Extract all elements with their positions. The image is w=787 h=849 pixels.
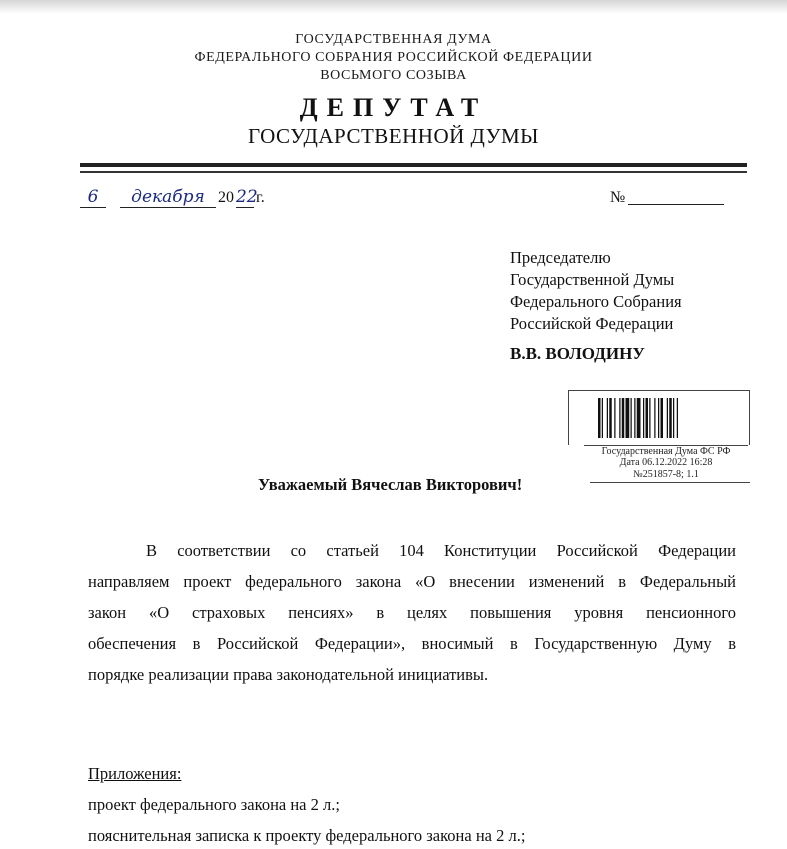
letterhead-title: ДЕПУТАТ [299, 93, 488, 122]
barcode-bar [667, 398, 668, 438]
scan-shadow [0, 0, 787, 14]
header-rule-thick [80, 163, 747, 167]
stamp-org: Государственная Дума ФС РФ [584, 445, 748, 458]
barcode-bar [598, 398, 601, 438]
date-day: 6 [80, 187, 106, 208]
addressee-line-2: Государственной Думы [510, 270, 675, 289]
header-line-1: ГОСУДАРСТВЕННАЯ ДУМА [295, 32, 492, 47]
barcode-bar [669, 398, 672, 438]
stamp-reg-number: №251857-8; 1.1 [633, 469, 699, 480]
body-line-2: направляем проект федерального закона «О внесении изменений в Федеральный [88, 572, 736, 591]
salutation: Уважаемый Вячеслав Викторович! [258, 475, 523, 494]
addressee-name: В.В. ВОЛОДИНУ [510, 344, 645, 363]
date-line [80, 185, 280, 211]
addressee-line-1: Председателю [510, 248, 611, 267]
addressee-line-4: Российской Федерации [510, 314, 674, 333]
header-line-3: ВОСЬМОГО СОЗЫВА [320, 68, 467, 83]
barcode-bar [646, 398, 649, 438]
registration-stamp [568, 390, 748, 488]
date-month: декабря [120, 187, 216, 208]
barcode-bar [677, 398, 678, 438]
number-label: № [610, 189, 626, 206]
barcode-bar [631, 398, 632, 438]
barcode-bar [622, 398, 625, 438]
body-line-5: порядке реализации права законодательной инициативы. [88, 665, 489, 684]
barcode-bar [619, 398, 620, 438]
header-line-2: ФЕДЕРАЛЬНОГО СОБРАНИЯ РОССИЙСКОЙ ФЕДЕРАЦИИ [194, 50, 593, 65]
barcode-bar [602, 398, 603, 438]
header-rule-thin [80, 171, 747, 173]
body-line-4: обеспечения в Российской Федерации», вносимый в Государственную Думу в [88, 634, 736, 653]
barcode-bar [637, 398, 641, 438]
barcode-bar [658, 398, 659, 438]
barcode-bar [607, 398, 608, 438]
barcode-bar [654, 398, 655, 438]
letterhead-subtitle: ГОСУДАРСТВЕННОЙ ДУМЫ [248, 124, 539, 148]
barcode-bar [649, 398, 650, 438]
stamp-bottom-rule [590, 482, 750, 483]
barcode-bar [609, 398, 612, 438]
body-paragraph [88, 535, 736, 690]
attachment-item-1: проект федерального закона на 2 л.; [88, 795, 340, 814]
barcode-icon [598, 398, 740, 438]
barcode-bar [643, 398, 644, 438]
date-year-unit: г. [256, 189, 265, 206]
addressee-line-3: Федерального Собрания [510, 292, 682, 311]
barcode-bar [661, 398, 664, 438]
date-year-prefix: 20 [218, 189, 234, 206]
barcode-bar [614, 398, 615, 438]
barcode-bar [673, 398, 674, 438]
number-field-line [628, 204, 724, 205]
attachments-title: Приложения: [88, 764, 182, 783]
date-year-suffix: 22 [236, 187, 258, 207]
attachment-item-2: пояснительная записка к проекту федерального закона на 2 л.; [88, 826, 526, 845]
body-line-1: В соответствии со статьей 104 Конституции Российской Федерации [146, 541, 736, 560]
stamp-date: Дата 06.12.2022 16:28 [619, 457, 713, 468]
body-line-3: закон «О страховых пенсиях» в целях повышения уровня пенсионного [88, 603, 736, 622]
barcode-bar [626, 398, 630, 438]
barcode-bar [634, 398, 635, 438]
